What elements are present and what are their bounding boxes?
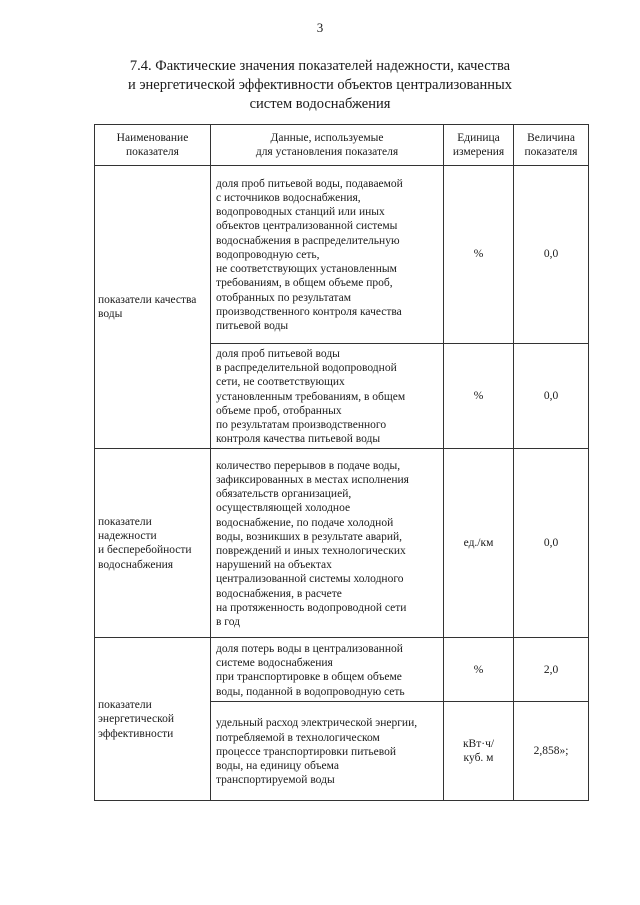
indicator-unit: ед./км <box>444 449 514 638</box>
header-value: Величина показателя <box>514 125 589 166</box>
header-indicator-name: Наименование показателя <box>95 125 211 166</box>
indicator-description: удельный расход электрической энергии, потребляемой в технологическом процессе транспортировки питьевой воды, на единицу объема транспортируемой воды <box>211 702 444 801</box>
indicator-unit: % <box>444 638 514 702</box>
indicator-description: доля потерь воды в централизованной системе водоснабжения при транспортировке в общем объеме воды, поданной в водопроводную сеть <box>211 638 444 702</box>
indicator-value: 0,0 <box>514 344 589 449</box>
section-title-line: и энергетической эффективности объектов централизованных <box>127 77 513 93</box>
section-title-line: 7.4. Фактические значения показателей надежности, качества <box>129 58 511 74</box>
indicator-group-name: показатели надежности и бесперебойности водоснабжения <box>95 449 211 638</box>
table-row <box>95 166 589 344</box>
indicator-value: 2,858»; <box>514 702 589 801</box>
header-source-data: Данные, используемые для установления показателя <box>211 125 444 166</box>
indicator-group-name: показатели энергетической эффективности <box>95 638 211 801</box>
table-header-row <box>95 125 589 166</box>
header-unit: Единица измерения <box>444 125 514 166</box>
section-title-line: систем водоснабжения <box>249 96 391 112</box>
table-row <box>95 638 589 702</box>
section-title <box>60 57 580 114</box>
indicator-unit: кВт·ч/ куб. м <box>444 702 514 801</box>
indicator-unit: % <box>444 344 514 449</box>
indicator-unit: % <box>444 166 514 344</box>
indicator-description: доля проб питьевой воды в распределительной водопроводной сети, не соответствующих установленным требованиям, в общем объеме проб, отобранных по результатам производственного контроля качества питьевой воды <box>211 344 444 449</box>
indicator-description: количество перерывов в подаче воды, зафиксированных в местах исполнения обязательств организацией, осуществляющей холодное водоснабжение, по подаче холодной воды, возникших в результате аварий, повреждений и иных технологических нарушений на объектах централизованной системы холодного водоснабжения, в расчете на протяженность водопроводной сети в год <box>211 449 444 638</box>
indicator-value: 0,0 <box>514 166 589 344</box>
indicator-value: 2,0 <box>514 638 589 702</box>
indicators-table <box>94 124 589 801</box>
page-number: 3 <box>316 20 324 35</box>
table-body <box>95 166 589 801</box>
indicator-description: доля проб питьевой воды, подаваемой с источников водоснабжения, водопроводных станций или иных объектов централизованной системы водоснабжения в распределительную водопроводную сеть, не соответствующих установленным требованиям, в общем объеме проб, отобранных по результатам производственного контроля качества питьевой воды <box>211 166 444 344</box>
table-row <box>95 449 589 638</box>
indicator-group-name: показатели качества воды <box>95 166 211 449</box>
indicator-value: 0,0 <box>514 449 589 638</box>
